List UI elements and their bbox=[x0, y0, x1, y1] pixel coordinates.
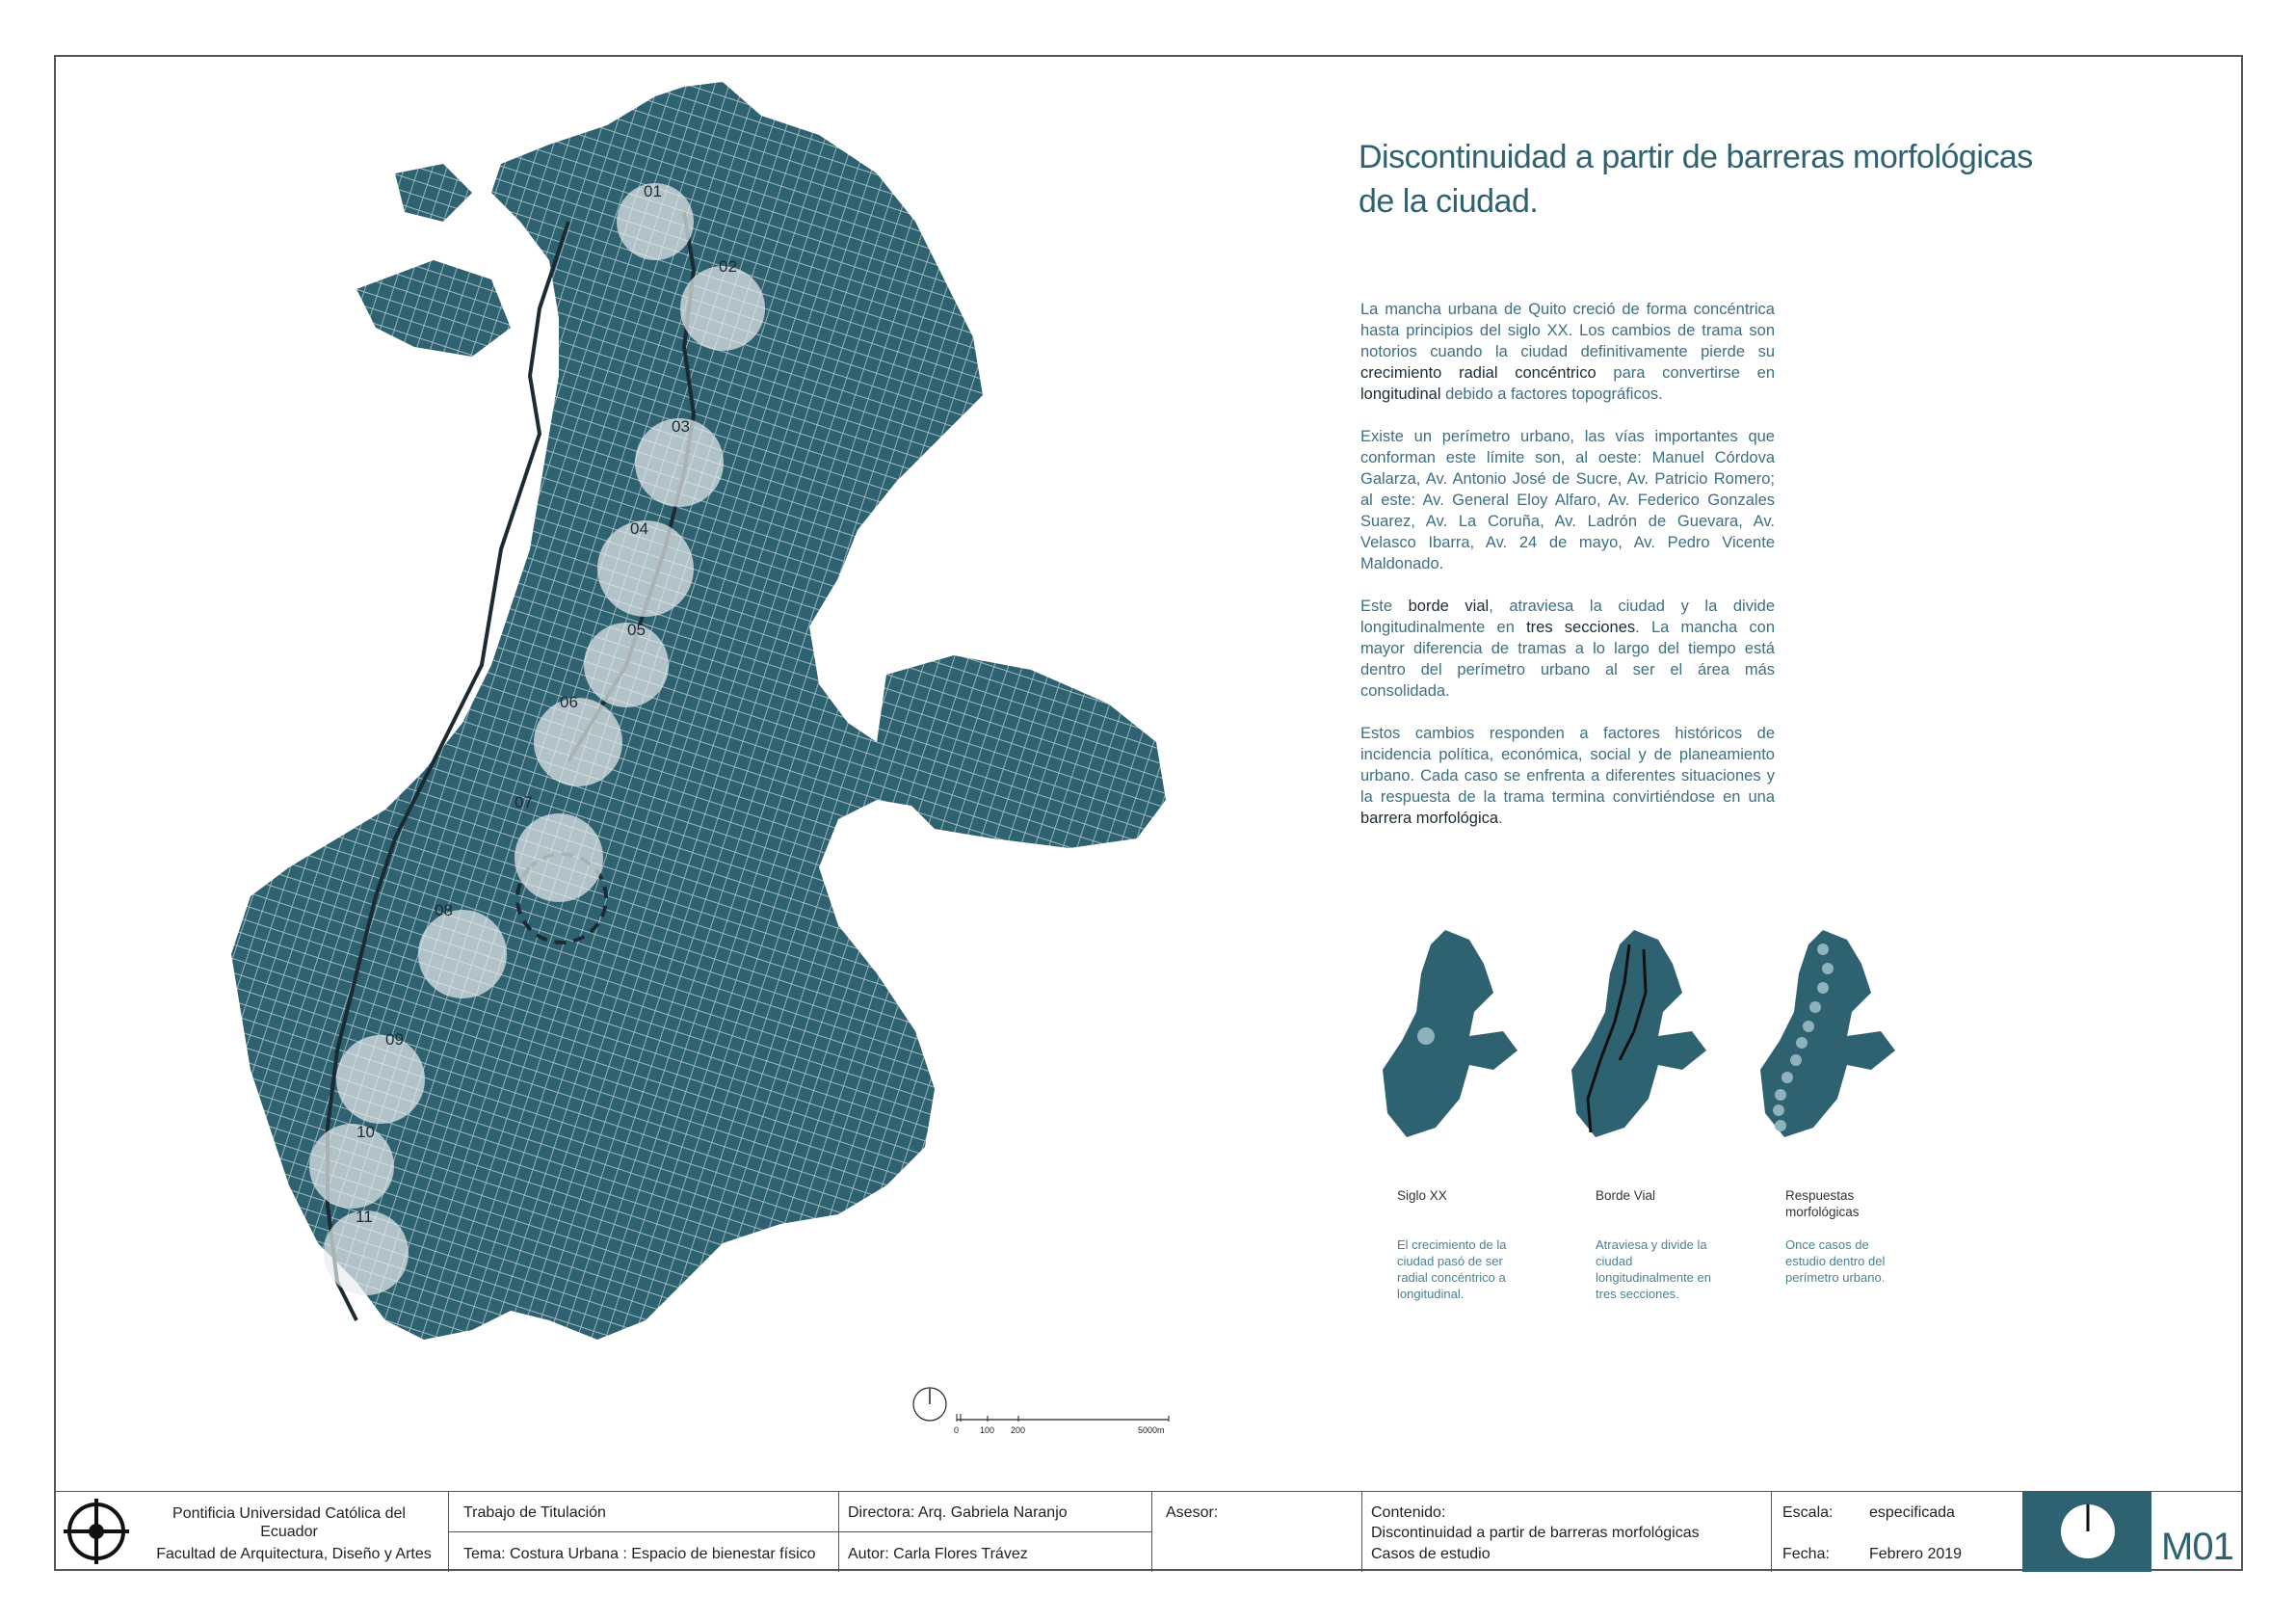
fecha-label: Fecha: bbox=[1782, 1546, 1830, 1562]
case-label: 09 bbox=[385, 1030, 404, 1049]
university-logo-icon bbox=[62, 1497, 131, 1566]
faculty-name: Facultad de Arquitectura, Diseño y Artes bbox=[156, 1546, 432, 1562]
case-label: 01 bbox=[644, 182, 662, 200]
mini-label-1: Siglo XX bbox=[1397, 1188, 1447, 1203]
mini-label-3: Respuestas morfológicas bbox=[1785, 1188, 1860, 1219]
paragraph-4: Estos cambios responden a factores históricos de incidencia política, económica, social y de planeamiento urbano. Cada caso se enfrenta a diferentes situaciones y la respuesta de la trama termina convirtiéndose en una barrera morfológica. bbox=[1360, 725, 1775, 827]
scale-tick: 200 bbox=[1011, 1425, 1026, 1435]
north-arrow-icon bbox=[2058, 1502, 2118, 1561]
escala-label: Escala: bbox=[1782, 1504, 1834, 1521]
scale-bar bbox=[910, 1383, 1171, 1441]
footer-mid-line bbox=[448, 1531, 1151, 1532]
paragraph-3: Este borde vial, atraviesa la ciudad y la divide longitudinalmente en tres secciones. La mancha con mayor diferencia de tramas a lo largo del tiempo está dentro del perímetro urbano al ser el área más consolidada. bbox=[1360, 598, 1775, 700]
trabajo-label: Trabajo de Titulación bbox=[463, 1504, 606, 1521]
mini-map-siglo-xx bbox=[1378, 925, 1522, 1142]
city-map bbox=[145, 29, 1204, 1417]
case-label: 11 bbox=[356, 1208, 373, 1226]
scale-tick: 0 bbox=[954, 1425, 960, 1435]
mini-desc-1: El crecimiento de la ciudad pasó de ser radial concéntrico a longitudinal. bbox=[1397, 1237, 1507, 1301]
case-label: 08 bbox=[435, 901, 453, 919]
case-label: 07 bbox=[515, 793, 533, 811]
mini-map-respuestas bbox=[1755, 925, 1900, 1142]
paragraph-1: La mancha urbana de Quito creció de forma concéntrica hasta principios del siglo XX. Los cambios de trama son notorios cuando la ciudad definitivamente pierde su crecimiento radial concéntrico para convertirse en longitudinal debido a factores topográficos. bbox=[1360, 301, 1775, 403]
mini-desc-2: Atraviesa y divide la ciudad longitudinalmente en tres secciones. bbox=[1596, 1237, 1711, 1301]
description bbox=[1360, 299, 1775, 850]
contenido-2: Casos de estudio bbox=[1371, 1546, 1491, 1562]
tema-label: Tema: Costura Urbana : Espacio de bienestar físico bbox=[463, 1546, 816, 1562]
fecha-value: Febrero 2019 bbox=[1869, 1546, 1963, 1562]
directora-label: Directora: Arq. Gabriela Naranjo bbox=[848, 1504, 1068, 1521]
university-name: Pontificia Universidad Católica del Ecuador bbox=[172, 1505, 406, 1540]
autor-label: Autor: Carla Flores Trávez bbox=[848, 1546, 1028, 1562]
case-label: 05 bbox=[627, 621, 646, 639]
escala-value: especificada bbox=[1869, 1504, 1955, 1521]
contenido-label: Contenido: bbox=[1371, 1504, 1446, 1521]
sheet-code: M01 bbox=[2161, 1526, 2233, 1568]
contenido-1: Discontinuidad a partir de barreras morfológicas bbox=[1371, 1525, 1700, 1541]
case-label: 03 bbox=[672, 417, 690, 436]
asesor-label: Asesor: bbox=[1166, 1504, 1219, 1521]
mini-map-borde-vial bbox=[1567, 925, 1711, 1142]
scale-tick: 100 bbox=[980, 1425, 995, 1435]
case-label: 02 bbox=[719, 257, 737, 276]
page-title: Discontinuidad a partir de barreras morfológicas de la ciudad. bbox=[1359, 139, 2033, 220]
case-label: 04 bbox=[630, 519, 648, 538]
scale-tick: 5000m bbox=[1138, 1425, 1165, 1435]
case-label: 06 bbox=[560, 693, 578, 711]
case-label: 10 bbox=[356, 1123, 375, 1141]
footer-top-line bbox=[54, 1491, 2243, 1492]
paragraph-2: Existe un perímetro urbano, las vías importantes que conforman este límite son, al oeste: Manuel Córdova Galarza, Av. Antonio José de Sucre, Av. Patricio Romero; al este: Av. General Eloy Alfaro, Av. Federico Gonzales Suarez, Av. La Coruña, Av. Ladrón de Guevara, Av. Velasco Ibarra, Av. 24 de mayo, Av. Pedro Vicente Maldonado. bbox=[1360, 428, 1775, 572]
mini-label-2: Borde Vial bbox=[1596, 1188, 1656, 1203]
mini-desc-3: Once casos de estudio dentro del perímetro urbano. bbox=[1785, 1237, 1886, 1285]
